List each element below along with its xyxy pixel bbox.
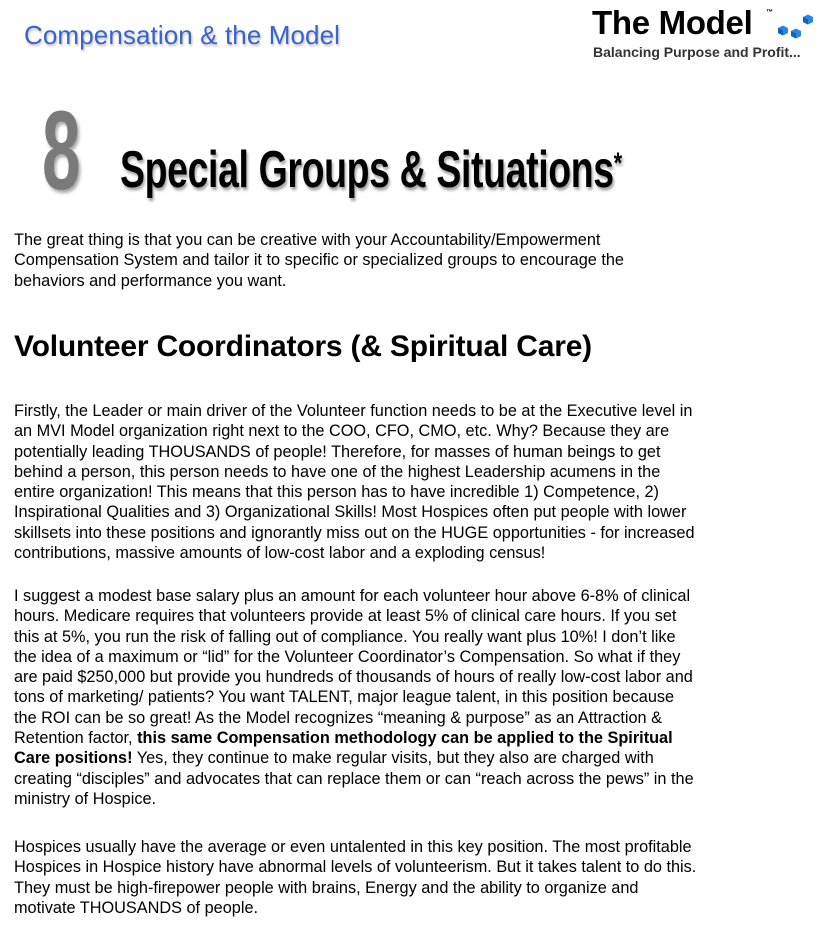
text-line: an MVI Model organization right next to the COO, CFO, CMO, etc. Why? Because they are: [14, 422, 670, 441]
text-line: I suggest a modest base salary plus an amount for each volunteer hour above 6-8% of clinical: [14, 587, 691, 605]
text-line: ministry of Hospice.: [14, 789, 157, 808]
text-line: Inspirational Qualities and 3) Organizational Skills! Most Hospices often put people with lower: [14, 503, 687, 522]
text-line: skillsets into these positions and ignorantly miss out on the HUGE opportunities - for increased: [14, 523, 695, 542]
text-line: Firstly, the Leader or main driver of the Volunteer function needs to be at the Executive level in: [14, 402, 693, 420]
logo-name: The Model: [592, 4, 753, 41]
text-line: entire organization! This means that this person has to have incredible 1) Competence, 2): [14, 483, 659, 502]
text-line: [14, 748, 814, 768]
section-heading: Volunteer Coordinators (& Spiritual Care): [14, 330, 592, 363]
text-line: They must be high-firepower people with brains, Energy and the ability to organize and: [14, 878, 639, 897]
logo-tagline: Balancing Purpose and Profit...: [593, 44, 801, 60]
text-line: [14, 728, 814, 748]
footnote-asterisk: *: [613, 147, 622, 180]
paragraph-compensation: [14, 586, 814, 809]
text-line: are paid $250,000 but provide you hundreds of thousands of hours of really low-cost labor and: [14, 668, 693, 687]
text-line: Hospices usually have the average or even untalented in this key position. The most profitable: [14, 838, 692, 856]
text-line: this at 5%, you run the risk of falling out of compliance. You really want plus 10%! I don’t like: [14, 627, 676, 646]
text-line: the ROI can be so great! As the Model recognizes “meaning & purpose” as an Attraction &: [14, 708, 662, 727]
text-line: Hospices in Hospice history have abnormal levels of volunteerism. But it takes talent to do this.: [14, 858, 697, 877]
chapter-title-text: Special Groups & Situations: [120, 141, 614, 199]
intro-paragraph: [14, 230, 804, 291]
emphasis-text: Care positions!: [14, 749, 133, 768]
text-line: tons of marketing/ patients? You want TALENT, major league talent, in this position because: [14, 688, 675, 707]
text-line: behind a person, this person needs to have one of the highest Leadership acumens in the: [14, 462, 661, 481]
text-line: hours. Medicare requires that volunteers provide at least 5% of clinical care hours. If you set: [14, 607, 677, 626]
trademark-mark: ™: [766, 9, 773, 16]
section-title: Compensation & the Model: [24, 20, 341, 50]
paragraph-talent: [14, 837, 814, 918]
blue-cubes-icon: [775, 14, 815, 44]
paragraph-leadership: [14, 401, 814, 563]
text-line: creating “disciples” and advocates that can replace them or can “reach across the pews” in the: [14, 769, 694, 788]
text-run: Retention factor,: [14, 729, 138, 748]
text-line: motivate THOUSANDS of people.: [14, 898, 259, 917]
text-line: potentially leading THOUSANDS of people! Therefore, for masses of human beings to get: [14, 442, 661, 461]
chapter-number: 8: [42, 88, 81, 213]
text-line: behaviors and performance you want.: [14, 271, 287, 290]
text-line: the idea of a maximum or “lid” for the Volunteer Coordinator’s Compensation. So what if they: [14, 647, 681, 666]
text-run: Yes, they continue to make regular visits, but they also are charged with: [132, 749, 654, 768]
emphasis-text: this same Compensation methodology can be applied to the Spiritual: [137, 729, 673, 748]
text-line: contributions, massive amounts of low-cost labor and a exploding census!: [14, 544, 546, 563]
text-line: Compensation System and tailor it to specific or specialized groups to encourage the: [14, 251, 624, 270]
the-model-logo: [592, 4, 822, 64]
text-line: The great thing is that you can be creative with your Accountability/Empowerment: [14, 231, 601, 249]
chapter-title: [120, 140, 622, 200]
